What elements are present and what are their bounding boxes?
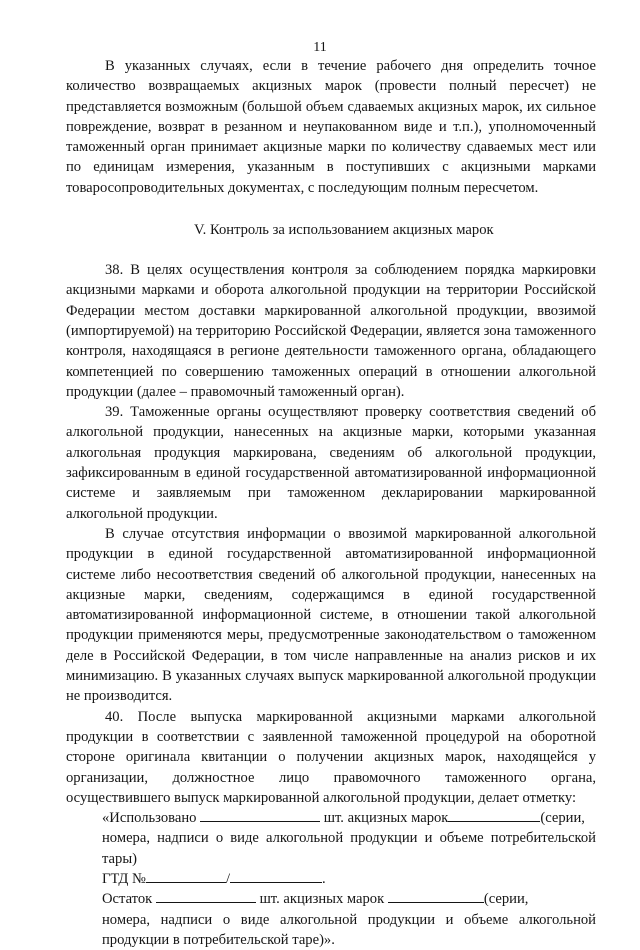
- note-rest-continuation: номера, надписи о виде алкогольной продукции и объеме алкогольной продукции в потребительской таре)».: [102, 911, 596, 948]
- gtd-number-blank: [146, 870, 226, 883]
- note-used-suffix: (серии,: [540, 810, 585, 827]
- page-number: 11: [313, 40, 327, 55]
- intro-paragraph: В указанных случаях, если в течение рабочего дня определить точное количество возвращаемых акцизных марок (провести полный пересчет) не представляется возможным (большой объем сдаваемых акцизных марок, их сильное повреждение, возврат в резанном и неупакованном виде и т.п.), уполномоченный таможенный орган принимает акцизные марки по количеству сдаваемых мест или по единицам измерения, указанным в поступивших с акцизными марками товаросопроводительных документах, с последующим полным пересчетом.: [66, 58, 596, 196]
- paragraph-40: 40. После выпуска маркированной акцизными марками алкогольной продукции в соответствии с заявленной таможенной процедурой на оборотной стороне оригинала квитанции о получении акцизных марок, находящейся у организации, должностное лицо правомочного таможенного органа, осуществившего выпуск маркированной алкогольной продукции, делает отметку:: [66, 708, 596, 806]
- note-rest-line: [66, 889, 596, 909]
- note-gtd-line: [66, 869, 596, 889]
- note-rest-mid: шт. акцизных марок: [259, 891, 385, 908]
- used-series-blank: [448, 809, 540, 822]
- paragraph-39: 39. Таможенные органы осуществляют проверку соответствия сведений об алкогольной продукции, нанесенных на акцизные марки, которыми указанная алкогольная продукция маркирована, сведениям об алкогольной продукции, зафиксированным в единой государственной автоматизированной информационной системе и заявляемым при таможенном декларировании маркированной алкогольной продукции.: [66, 404, 596, 522]
- rest-count-blank: [156, 890, 256, 903]
- note-rest-prefix: Остаток: [102, 891, 153, 908]
- note-gtd-slash: /: [225, 870, 231, 887]
- note-gtd-end: .: [322, 870, 326, 887]
- rest-series-blank: [388, 890, 484, 903]
- document-body: [66, 56, 596, 950]
- section-heading: V. Контроль за использованием акцизных марок: [194, 222, 494, 239]
- note-used-line: [66, 808, 596, 828]
- paragraph-38: 38. В целях осуществления контроля за соблюдением порядка маркировки акцизными марками и оборота алкогольной продукции на территории Российской Федерации местом доставки маркированной алкогольной продукции, ввозимой (импортируемой) на территорию Российской Федерации, является зона таможенного контроля, находящаяся в регионе деятельности таможенного органа, обладающего компетенцией по совершению таможенных операций в отношении алкогольной продукции (далее – правомочный таможенный орган).: [66, 262, 596, 400]
- note-rest-suffix: (серии,: [483, 891, 529, 908]
- gtd-date-blank: [230, 870, 322, 883]
- note-gtd-label: ГТД №: [102, 870, 146, 887]
- used-count-blank: [200, 809, 320, 822]
- paragraph-39-continued: В случае отсутствия информации о ввозимой маркированной алкогольной продукции в единой государственной автоматизированной информационной системе либо несоответствия сведений об алкогольной продукции, нанесенных на акцизные марки, сведениям, содержащимся в единой государственной автоматизированной информационной системе, в отношении такой алкогольной продукции применяются меры, предусмотренные законодательством о таможенном деле в Российской Федерации, в том числе направленные на анализ рисков и их минимизацию. В указанных случаях выпуск маркированной алкогольной продукции не производится.: [66, 525, 596, 705]
- note-used-continuation: номера, надписи о виде алкогольной продукции и объеме потребительской тары): [102, 830, 596, 867]
- note-used-prefix: «Использовано: [102, 810, 197, 827]
- note-used-mid: шт. акцизных марок: [323, 810, 449, 827]
